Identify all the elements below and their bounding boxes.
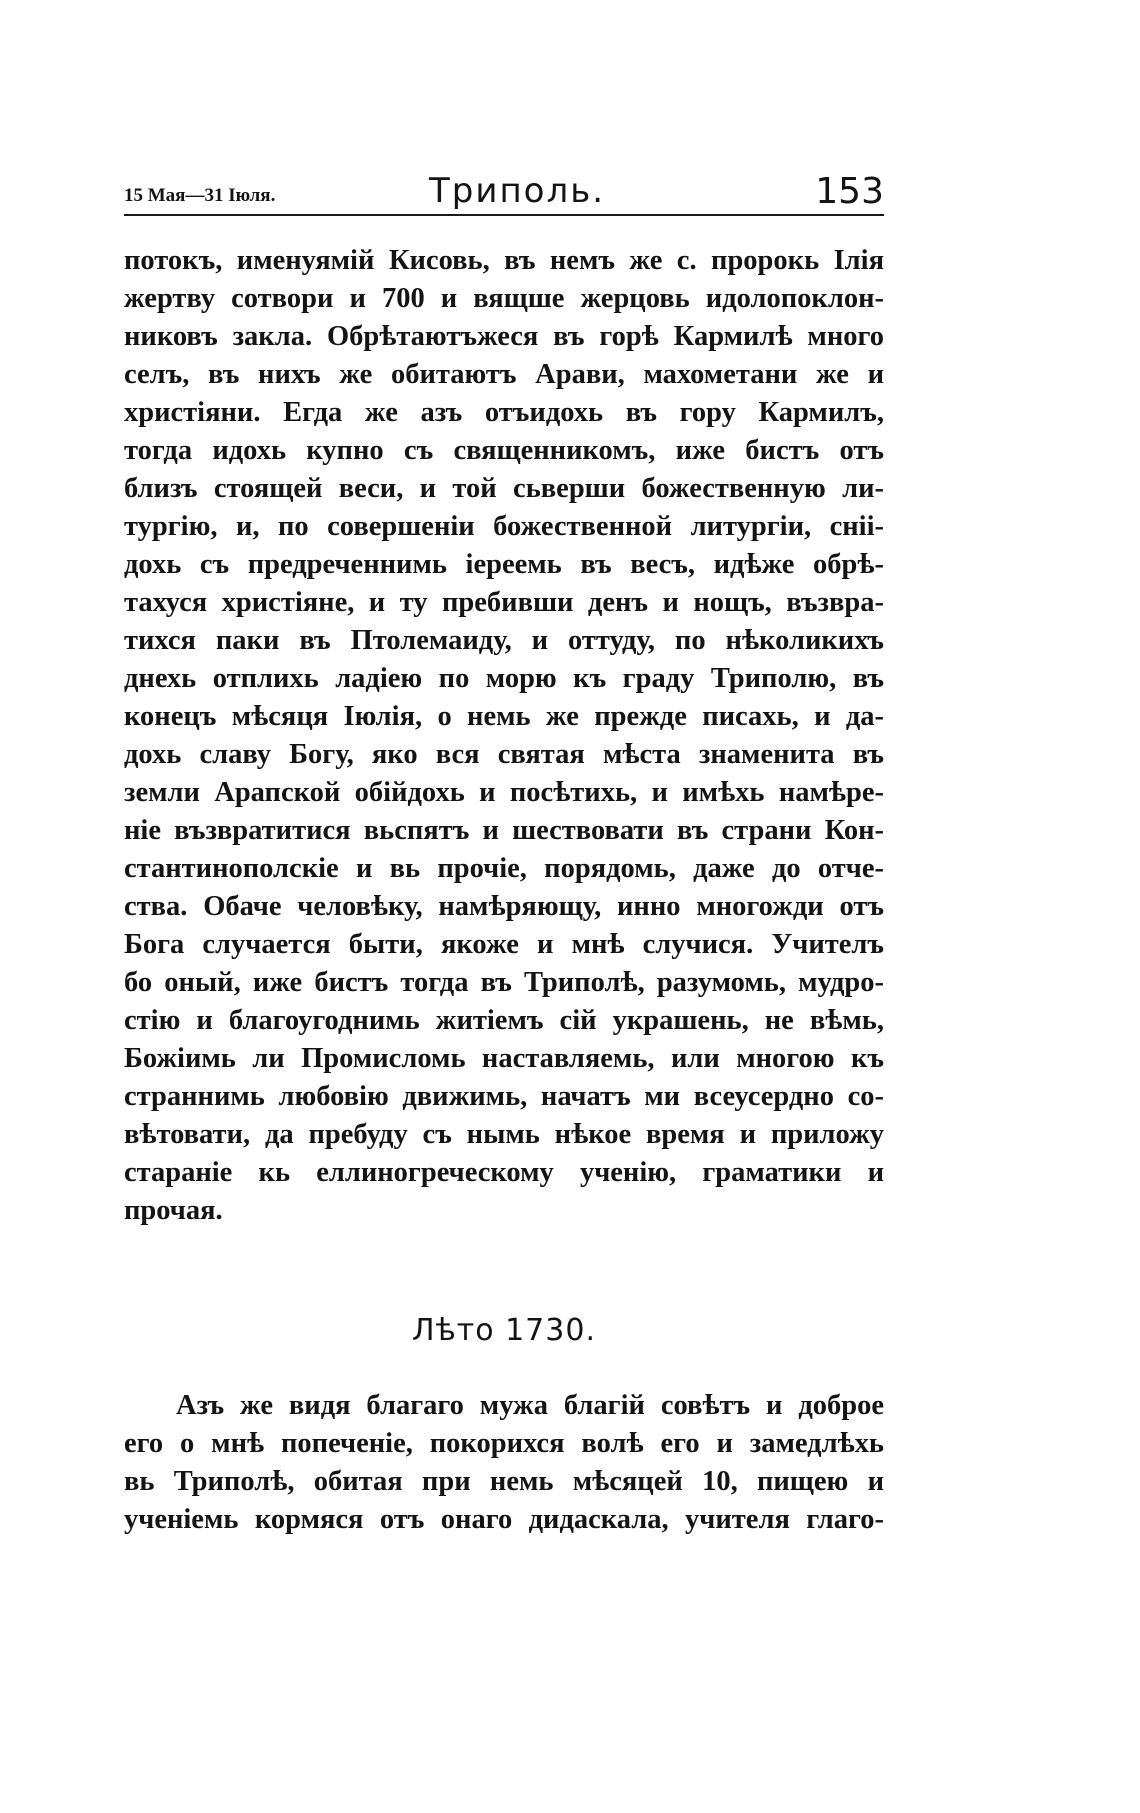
text-line: христіяни. Егда же азъ отъидохь въ гору Кармилъ, (124, 397, 884, 428)
text-line: прочая. (124, 1195, 223, 1226)
text-line: тахуся христіяне, и ту пребивши денъ и нощъ, възвра- (124, 587, 884, 618)
text-line: селъ, въ нихъ же обитаютъ Арави, махометани же и (124, 359, 884, 390)
text-line: днехь отплихь ладіею по морю къ граду Триполю, въ (124, 663, 884, 694)
text-line: стараніе кь еллиногреческому ученію, граматики и (124, 1157, 884, 1188)
header-date-range: 15 Мая—31 Іюля. (124, 185, 276, 206)
text-line: стантинополскіе и вь прочіе, порядомь, даже до отче- (124, 853, 884, 884)
text-line: жертву сотвори и 700 и вящше жерцовь идолопоклон- (124, 283, 884, 314)
text-line: ніе възвратитися вьспятъ и шествовати въ страни Кон- (124, 815, 884, 846)
text-line: тургію, и, по совершеніи божественной литургіи, сніі- (124, 511, 884, 542)
text-line: ства. Обаче человѣку, намѣряющу, инно многожди отъ (124, 891, 884, 922)
text-line: потокъ, именуямій Кисовь, въ немъ же с. пророкь Ілія (124, 245, 884, 276)
text-line: конецъ мѣсяця Іюлія, о немь же прежде писахь, и да- (124, 701, 884, 732)
text-line: Божіимь ли Промисломь наставляемь, или многою къ (124, 1043, 884, 1074)
text-line: его о мнѣ попеченіе, покорихся волѣ его и замедлѣхь (124, 1428, 884, 1459)
text-line: Азъ же видя благаго мужа благій совѣтъ и доброе (176, 1390, 884, 1421)
section-heading-year: Лѣто 1730. (412, 1313, 596, 1348)
page-number: 153 (815, 171, 884, 212)
text-line: дохь славу Богу, яко вся святая мѣста знаменита въ (124, 739, 884, 770)
text-line: вь Триполѣ, обитая при немь мѣсяцей 10, пищею и (124, 1466, 884, 1497)
text-line: никовъ закла. Обрѣтаютъжеся въ горѣ Кармилѣ много (124, 321, 884, 352)
text-line: тихся паки въ Птолемаиду, и оттуду, по нѣколикихъ (124, 625, 884, 656)
text-line: Бога случается быти, якоже и мнѣ случися. Учителъ (124, 929, 884, 960)
text-line: земли Арапской обійдохь и посѣтихь, и имѣхь намѣре- (124, 777, 884, 808)
text-line: дохь съ предреченнимь іереемь въ весъ, идѣже обрѣ- (124, 549, 884, 580)
text-line: тогда идохь купно съ священникомъ, иже бистъ отъ (124, 435, 884, 466)
text-line: стію и благоугоднимь житіемъ сій украшень, не вѣмь, (124, 1005, 884, 1036)
text-line: бо оный, иже бистъ тогда въ Триполѣ, разумомь, мудро- (124, 967, 884, 998)
text-line: страннимь любовію движимь, начатъ ми всеусердно со- (124, 1081, 884, 1112)
text-line: ученіемь кормяся отъ онаго дидаскала, учителя глаго- (124, 1504, 884, 1535)
header-title: Триполь. (429, 171, 606, 211)
text-line: близъ стоящей веси, и той сьверши божественную ли- (124, 473, 884, 504)
text-line: вѣтовати, да пребуду съ нымь нѣкое время и приложу (124, 1119, 884, 1150)
running-header (124, 170, 884, 216)
